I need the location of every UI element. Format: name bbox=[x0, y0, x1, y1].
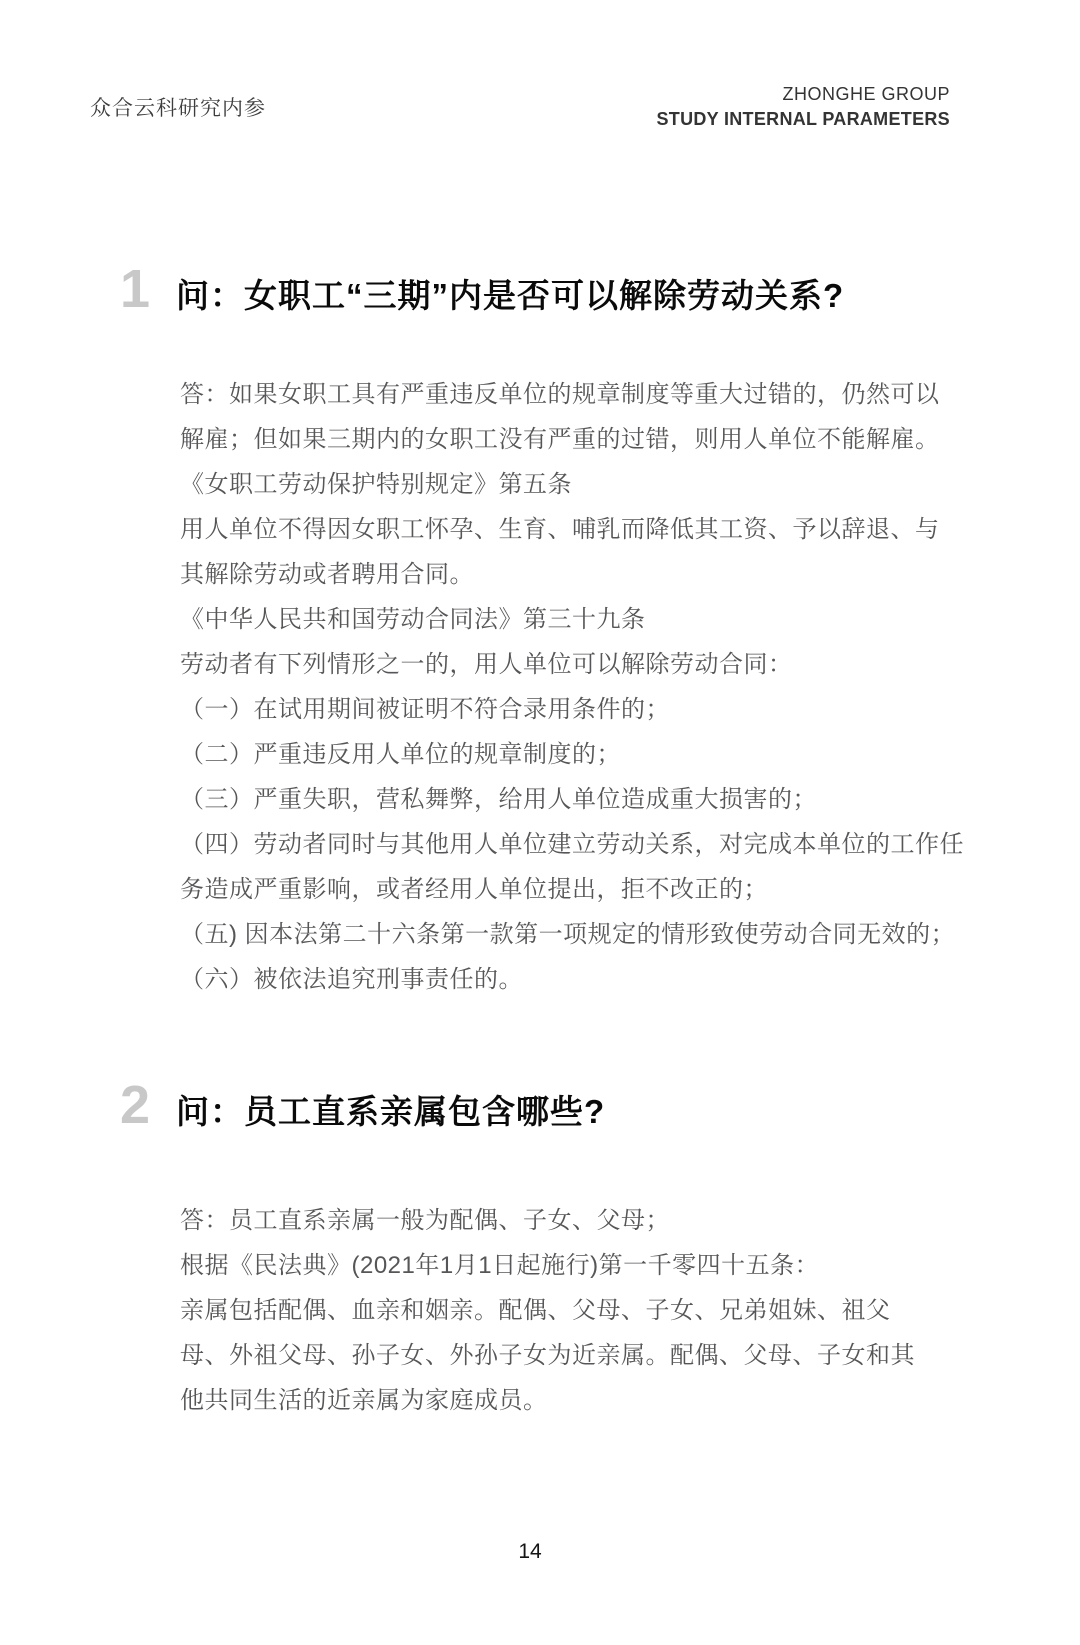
answer-1-line: （一）在试用期间被证明不符合录用条件的； bbox=[180, 696, 670, 723]
answer-2-line: 他共同生活的近亲属为家庭成员。 bbox=[180, 1387, 548, 1414]
question-2-title: 问：员工直系亲属包含哪些? bbox=[176, 1093, 606, 1130]
page-footer bbox=[0, 1540, 1060, 1564]
answer-2-line: 答：员工直系亲属一般为配偶、子女、父母； bbox=[180, 1207, 670, 1234]
question-1-heading bbox=[120, 259, 845, 319]
answer-1-line: 用人单位不得因女职工怀孕、生育、哺乳而降低其工资、予以辞退、与 bbox=[180, 516, 940, 543]
answer-1-line: （三）严重失职，营私舞弊，给用人单位造成重大损害的； bbox=[180, 786, 817, 813]
answer-1-line: 其解除劳动或者聘用合同。 bbox=[180, 561, 474, 588]
brand-subtitle: STUDY INTERNAL PARAMETERS bbox=[656, 109, 950, 129]
brand-name: ZHONGHE GROUP bbox=[782, 84, 950, 104]
answer-1-line: （五) 因本法第二十六条第一款第一项规定的情形致使劳动合同无效的； bbox=[180, 921, 956, 948]
answer-1-line: 务造成严重影响，或者经用人单位提出，拒不改正的； bbox=[180, 876, 768, 903]
answer-1-body bbox=[180, 372, 964, 1002]
answer-1-line: （二）严重违反用人单位的规章制度的； bbox=[180, 741, 621, 768]
answer-1-line: 答：如果女职工具有严重违反单位的规章制度等重大过错的，仍然可以 bbox=[180, 381, 940, 408]
answer-2-line: 根据《民法典》(2021年1月1日起施行)第一千零四十五条： bbox=[180, 1252, 820, 1279]
answer-2-line: 母、外祖父母、孙子女、外孙子女为近亲属。配偶、父母、子女和其 bbox=[180, 1342, 915, 1369]
header-left-title: 众合云科研究内参 bbox=[90, 97, 266, 120]
answer-1-line: 解雇；但如果三期内的女职工没有严重的过错，则用人单位不能解雇。 bbox=[180, 426, 940, 453]
answer-1-line: 劳动者有下列情形之一的，用人单位可以解除劳动合同： bbox=[180, 651, 793, 678]
answer-1-line: 《中华人民共和国劳动合同法》第三十九条 bbox=[180, 606, 646, 633]
answer-1-line: （四）劳动者同时与其他用人单位建立劳动关系，对完成本单位的工作任 bbox=[180, 831, 964, 858]
answer-2-line: 亲属包括配偶、血亲和姻亲。配偶、父母、子女、兄弟姐妹、祖父 bbox=[180, 1297, 891, 1324]
page-header bbox=[90, 82, 950, 132]
question-1-title: 问：女职工“三期”内是否可以解除劳动关系? bbox=[176, 277, 845, 314]
answer-2-body bbox=[180, 1198, 940, 1423]
question-2-heading bbox=[120, 1075, 606, 1135]
answer-1-line: 《女职工劳动保护特别规定》第五条 bbox=[180, 471, 572, 498]
answer-1-line: （六）被依法追究刑事责任的。 bbox=[180, 966, 523, 993]
question-2-number: 2 bbox=[120, 1075, 151, 1135]
page-number: 14 bbox=[518, 1540, 542, 1563]
question-1-number: 1 bbox=[120, 259, 151, 319]
header-right-brand bbox=[656, 82, 950, 132]
